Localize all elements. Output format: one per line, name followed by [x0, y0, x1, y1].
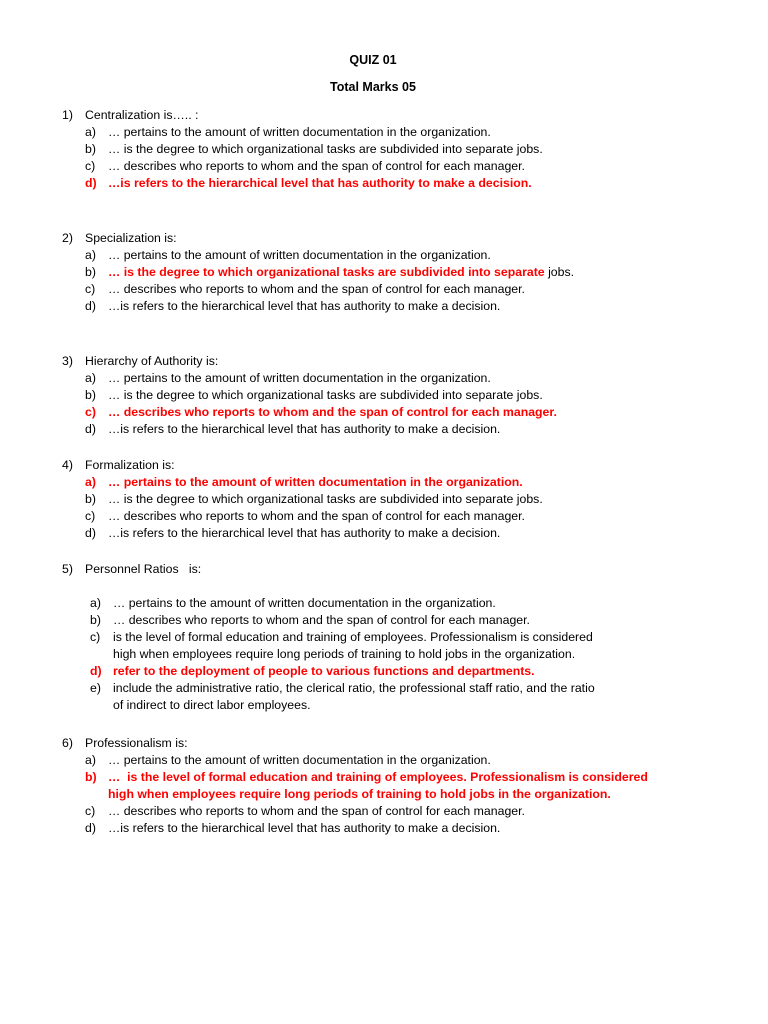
- option-6b-correct-answer: [0, 769, 768, 803]
- total-marks: Total Marks 05: [330, 80, 416, 94]
- option-letter: d): [85, 821, 96, 835]
- option-text-wrap: [113, 629, 593, 663]
- option-letter: a): [85, 371, 96, 385]
- option-letter: a): [90, 596, 101, 610]
- option-text: … describes who reports to whom and the span of control for each manager.: [113, 613, 530, 627]
- question-number: 3): [62, 354, 73, 368]
- option-letter: b): [85, 492, 96, 506]
- option-letter: b): [85, 770, 97, 784]
- question-2-stem: [0, 230, 768, 247]
- question-4: [0, 457, 768, 542]
- option-letter: c): [90, 630, 101, 644]
- option-letter: c): [85, 405, 96, 419]
- option-text: refer to the deployment of people to various functions and departments.: [113, 664, 535, 678]
- option-3c-correct-answer: [0, 404, 768, 421]
- option-text: … describes who reports to whom and the span of control for each manager.: [108, 405, 557, 419]
- option-letter: b): [85, 265, 96, 279]
- option-2a: [0, 247, 768, 264]
- option-letter: a): [85, 475, 96, 489]
- option-2b-correct-answer: [0, 264, 768, 281]
- question-text: Specialization is:: [85, 231, 177, 245]
- option-letter: a): [85, 248, 96, 262]
- option-4c: [0, 508, 768, 525]
- question-text: Centralization is….. :: [85, 108, 199, 122]
- option-5a: [0, 595, 768, 612]
- question-2: [0, 230, 768, 315]
- question-6-stem: [0, 735, 768, 752]
- option-letter: a): [85, 125, 96, 139]
- option-text: … describes who reports to whom and the span of control for each manager.: [108, 159, 525, 173]
- question-3-stem: [0, 353, 768, 370]
- option-letter: c): [85, 509, 96, 523]
- option-6a: [0, 752, 768, 769]
- option-3b: [0, 387, 768, 404]
- option-letter: b): [90, 613, 101, 627]
- option-text-line2: of indirect to direct labor employees.: [113, 698, 311, 712]
- option-3a: [0, 370, 768, 387]
- option-5c: [0, 629, 768, 663]
- option-text: … describes who reports to whom and the span of control for each manager.: [108, 804, 525, 818]
- option-text: … is the degree to which organizational tasks are subdivided into separate jobs.: [108, 142, 543, 156]
- question-number: 1): [62, 108, 73, 122]
- question-1-stem: [0, 107, 768, 124]
- option-6d: [0, 820, 768, 837]
- option-letter: a): [85, 753, 96, 767]
- question-6: [0, 735, 768, 837]
- option-text: …is refers to the hierarchical level that has authority to make a decision.: [108, 299, 501, 313]
- option-1c: [0, 158, 768, 175]
- option-2d: [0, 298, 768, 315]
- question-number: 5): [62, 562, 73, 576]
- option-4d: [0, 525, 768, 542]
- question-1: [0, 107, 768, 192]
- option-letter: e): [90, 681, 101, 695]
- option-text: … pertains to the amount of written documentation in the organization.: [108, 248, 491, 262]
- option-text: include the administrative ratio, the clerical ratio, the professional staff ratio, and the ratio: [113, 681, 595, 695]
- option-letter: d): [90, 664, 102, 678]
- option-6c: [0, 803, 768, 820]
- option-text: … pertains to the amount of written documentation in the organization.: [108, 371, 491, 385]
- option-text: …is refers to the hierarchical level that has authority to make a decision.: [108, 422, 501, 436]
- question-number: 2): [62, 231, 73, 245]
- option-letter: d): [85, 176, 97, 190]
- option-text: …is refers to the hierarchical level that has authority to make a decision.: [108, 526, 501, 540]
- option-4a-correct-answer: [0, 474, 768, 491]
- option-letter: b): [85, 388, 96, 402]
- option-1d-correct-answer: [0, 175, 768, 192]
- option-text-wrap: [113, 680, 595, 714]
- question-number: 6): [62, 736, 73, 750]
- question-text: Personnel Ratios is:: [85, 562, 202, 576]
- quiz-title: QUIZ 01: [349, 53, 397, 67]
- option-text: …is refers to the hierarchical level that has authority to make a decision.: [108, 176, 532, 190]
- option-letter: c): [85, 804, 96, 818]
- option-text: …is refers to the hierarchical level that has authority to make a decision.: [108, 821, 501, 835]
- option-5e: [0, 680, 768, 714]
- option-2c: [0, 281, 768, 298]
- option-text: … pertains to the amount of written documentation in the organization.: [108, 753, 491, 767]
- option-text-tail: jobs.: [548, 265, 575, 279]
- option-letter: c): [85, 159, 96, 173]
- option-text-line2: high when employees require long periods of training to hold jobs in the organization.: [108, 787, 611, 801]
- question-text: Hierarchy of Authority is:: [85, 354, 219, 368]
- option-5b: [0, 612, 768, 629]
- option-letter: b): [85, 142, 96, 156]
- option-letter: d): [85, 422, 96, 436]
- question-4-stem: [0, 457, 768, 474]
- option-text: … pertains to the amount of written documentation in the organization.: [108, 125, 491, 139]
- question-3: [0, 353, 768, 438]
- question-5: [0, 561, 768, 714]
- option-text-line2: high when employees require long periods of training to hold jobs in the organization.: [113, 647, 576, 661]
- option-text: … pertains to the amount of written documentation in the organization.: [108, 475, 523, 489]
- option-text: … is the degree to which organizational tasks are subdivided into separate jobs.: [108, 492, 543, 506]
- option-text: … pertains to the amount of written documentation in the organization.: [113, 596, 496, 610]
- option-1a: [0, 124, 768, 141]
- option-text: … describes who reports to whom and the span of control for each manager.: [108, 282, 525, 296]
- option-text: … is the degree to which organizational tasks are subdivided into separate jobs.: [108, 388, 543, 402]
- option-3d: [0, 421, 768, 438]
- option-text-wrap: [108, 769, 648, 803]
- option-text: … describes who reports to whom and the span of control for each manager.: [108, 509, 525, 523]
- option-text: … is the degree to which organizational tasks are subdivided into separate: [108, 265, 545, 279]
- question-text: Professionalism is:: [85, 736, 188, 750]
- option-letter: c): [85, 282, 96, 296]
- option-letter: d): [85, 526, 96, 540]
- option-5d-correct-answer: [0, 663, 768, 680]
- question-number: 4): [62, 458, 73, 472]
- option-4b: [0, 491, 768, 508]
- option-text-wrap: [108, 264, 574, 281]
- option-text: is the level of formal education and training of employees. Professionalism is considered: [113, 630, 593, 644]
- option-letter: d): [85, 299, 96, 313]
- question-5-stem: [0, 561, 768, 578]
- option-1b: [0, 141, 768, 158]
- option-text: … is the level of formal education and training of employees. Professionalism is considered: [108, 770, 648, 784]
- question-text: Formalization is:: [85, 458, 175, 472]
